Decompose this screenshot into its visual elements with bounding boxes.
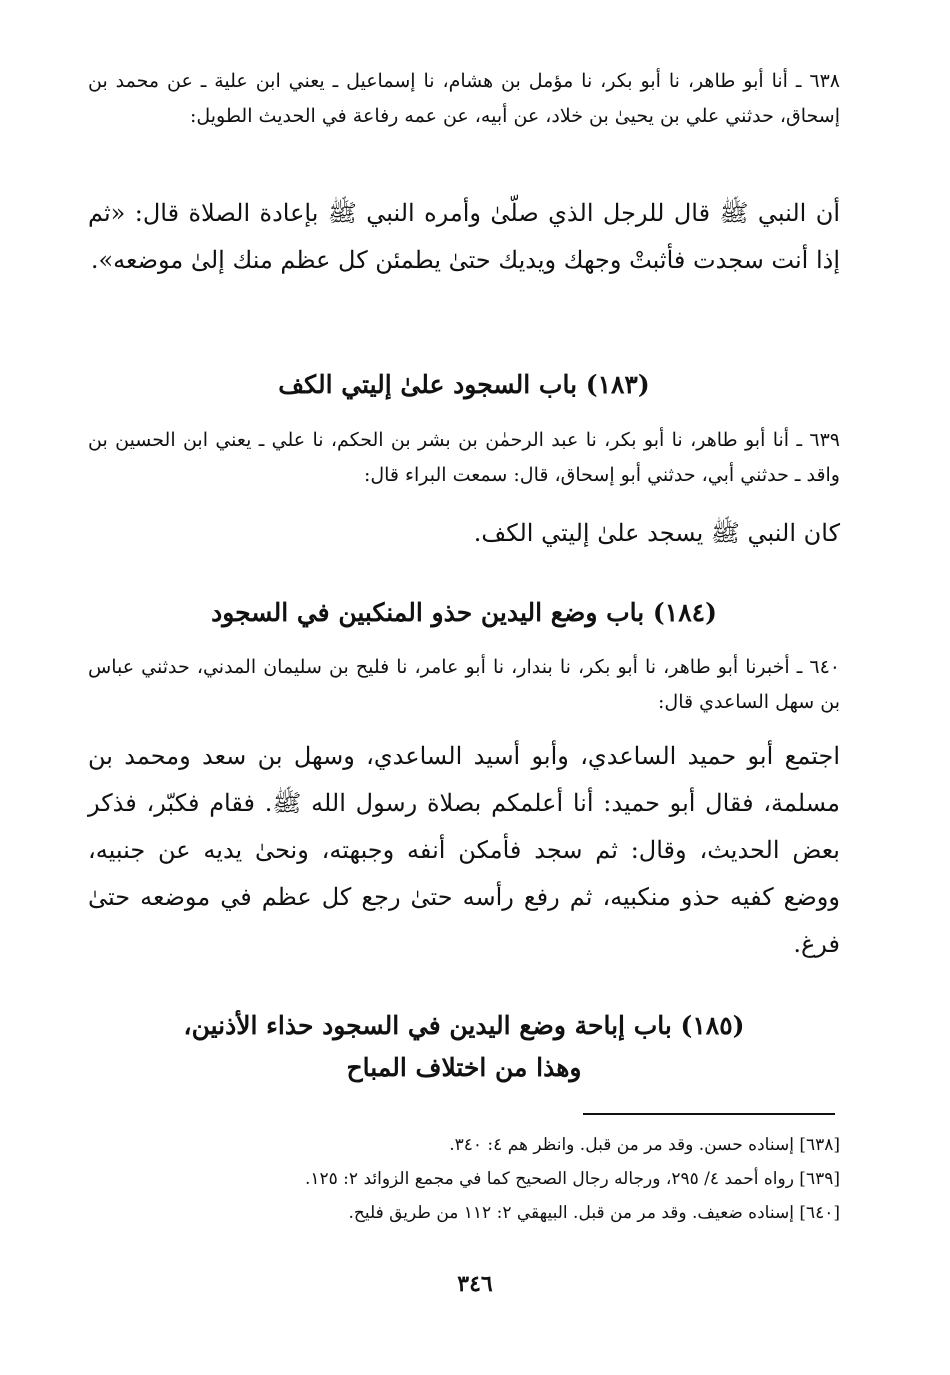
hadith-638-isnad: ٦٣٨ ـ أنا أبو طاهر، نا أبو بكر، نا مؤمل بن هشام، نا إسماعيل ـ يعني ابن علية ـ عن محمد بن إسحاق، حدثني علي بن يحيىٰ بن خلاد، عن أبيه، عن عمه رفاعة في الحديث الطويل: xyxy=(88,70,840,127)
hadith-639-text: كان النبي ﷺ يسجد علىٰ إليتي الكف. xyxy=(473,519,840,547)
footnote-639: [٦٣٩] رواه أحمد ٤/ ٢٩٥، ورجاله رجال الصحيح كما في مجمع الزوائد ٢: ١٢٥. xyxy=(304,1169,840,1189)
footnote-divider xyxy=(583,1113,835,1115)
footnote-640: [٦٤٠] إسناده ضعيف. وقد مر من قبل. البيهقي ٢: ١١٢ من طريق فليح. xyxy=(348,1203,840,1223)
page-number: ٣٤٦ xyxy=(457,1271,493,1297)
chapter-185-heading-line-2: وهذا من اختلاف المباح xyxy=(346,1053,582,1082)
footnote-638: [٦٣٨] إسناده حسن. وقد مر من قبل. وانظر هم ٤: ٣٤٠. xyxy=(449,1135,840,1155)
hadith-638-text: أن النبي ﷺ قال للرجل الذي صلّىٰ وأمره النبي ﷺ بإعادة الصلاة قال: «ثم إذا أنت سجدت فأثبتْ وجهك ويديك حتىٰ يطمئن كل عظم منك إلىٰ موضعه». xyxy=(88,199,840,274)
hadith-640-text: اجتمع أبو حميد الساعدي، وأبو أسيد الساعدي، وسهل بن سعد ومحمد بن مسلمة، فقال أبو حميد: أنا أعلمكم بصلاة رسول الله ﷺ. فقام فكبّر، فذكر بعض الحديث، وقال: ثم سجد فأمكن أنفه وجبهته، ونحىٰ يديه عن جنبيه، ووضع كفيه حذو منكبيه، ثم رفع رأسه حتىٰ رجع كل عظم في موضعه حتىٰ فرغ. xyxy=(88,742,840,958)
footnotes-list xyxy=(88,1128,840,1230)
hadith-639-isnad: ٦٣٩ ـ أنا أبو طاهر، نا أبو بكر، نا عبد الرحمٰن بن بشر بن الحكم، نا علي ـ يعني ابن الحسين بن واقد ـ حدثني أبي، حدثني أبو إسحاق، قال: سمعت البراء قال: xyxy=(88,429,840,486)
chapter-185-heading-line-1: (١٨٥) باب إباحة وضع اليدين في السجود حذاء الأذنين، xyxy=(183,1011,745,1040)
chapter-184-heading: (١٨٤) باب وضع اليدين حذو المنكبين في السجود xyxy=(211,598,717,627)
chapter-183-heading: (١٨٣) باب السجود علىٰ إليتي الكف xyxy=(278,370,650,399)
hadith-640-isnad: ٦٤٠ ـ أخبرنا أبو طاهر، نا أبو بكر، نا بندار، نا أبو عامر، نا فليح بن سليمان المدني، حدثني عباس بن سهل الساعدي قال: xyxy=(88,656,840,713)
